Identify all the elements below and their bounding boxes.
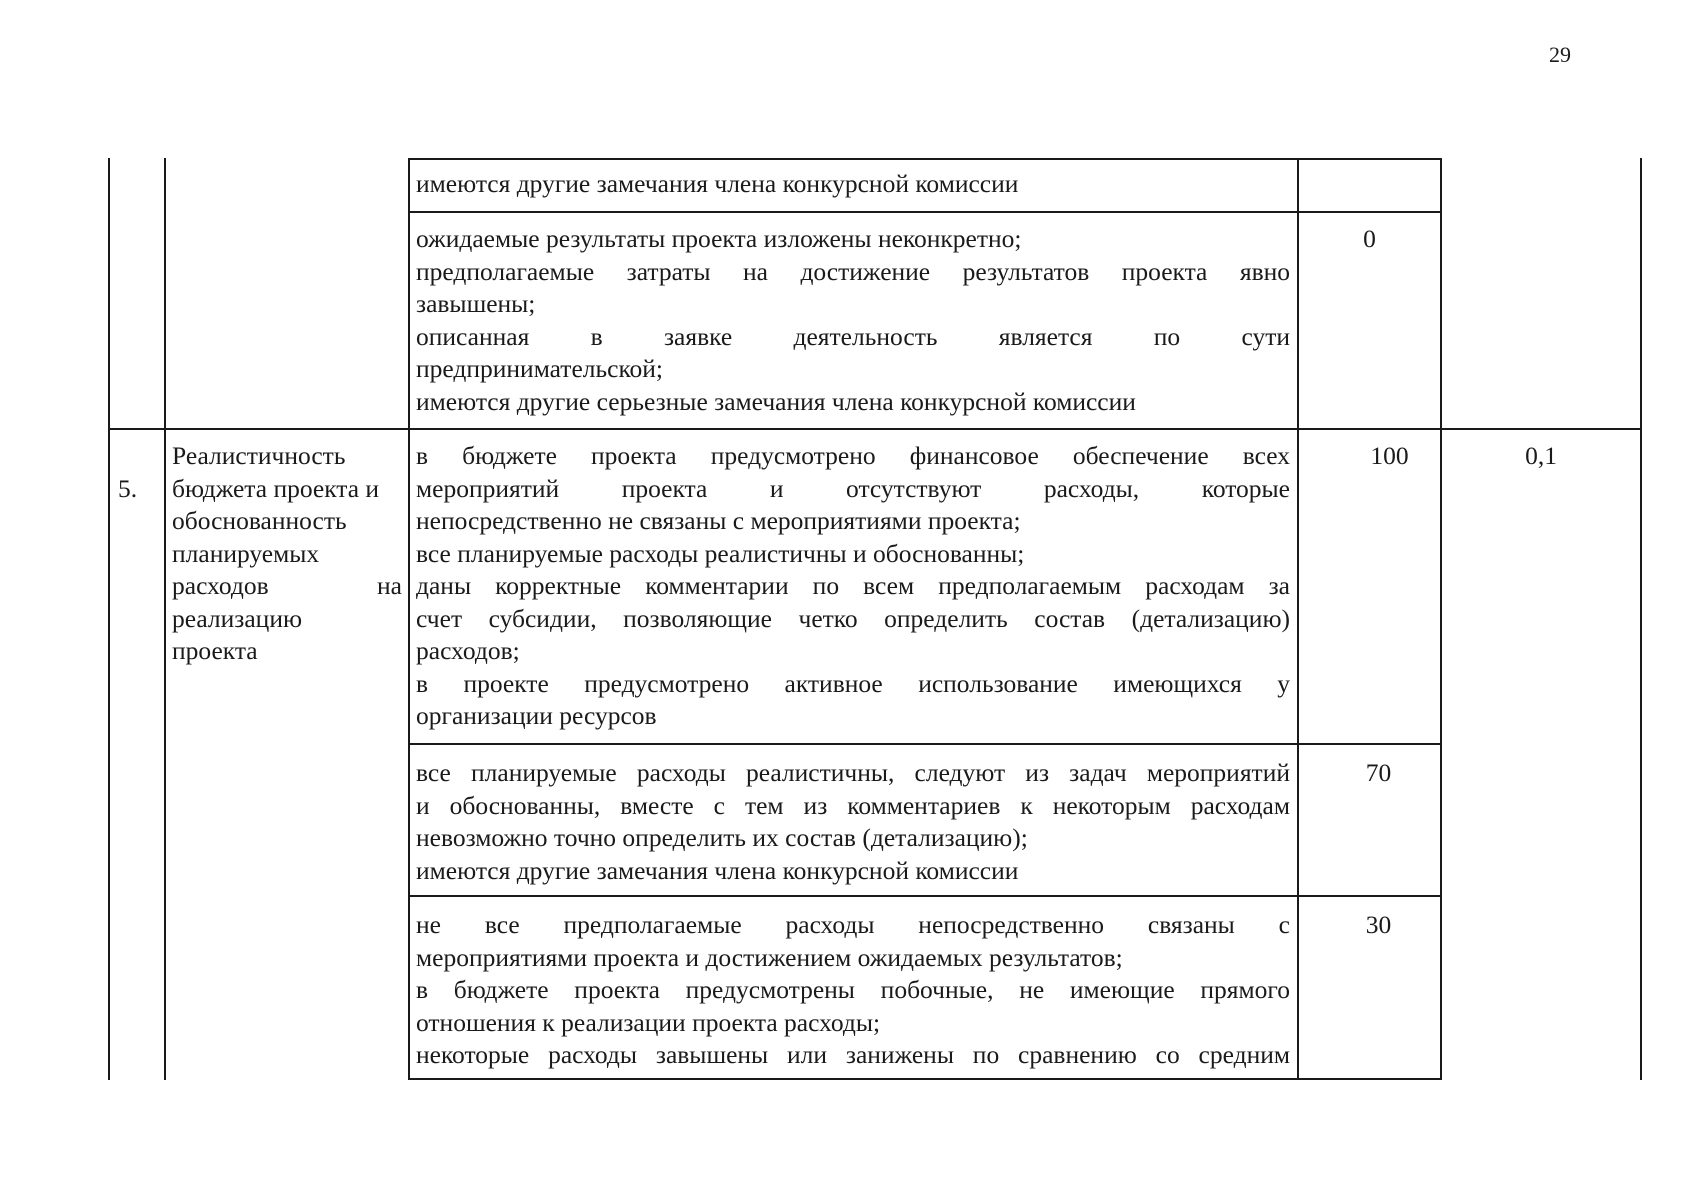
table-border-desc-col [1297, 158, 1299, 1080]
criterion-level-description [416, 909, 1290, 1072]
description-line: все планируемые расходы реалистичны, следуют из задач мероприятий [416, 758, 1290, 787]
description-line: имеются другие замечания члена конкурсной комиссии [416, 169, 1019, 198]
table-border-number-col [164, 158, 166, 1080]
description-line: расходов; [416, 636, 520, 665]
description-line: даны корректные комментарии по всем предполагаемым расходам за [416, 571, 1290, 600]
row-border [408, 1078, 1442, 1080]
criterion-level-description [416, 223, 1290, 418]
criterion-level-description [416, 757, 1290, 887]
criterion-name-line: проекта [172, 636, 258, 665]
criterion-name-line: бюджета проекта и [172, 473, 380, 503]
description-line: все планируемые расходы реалистичны и обоснованны; [416, 538, 1025, 568]
description-line: в бюджете проекта предусмотрено финансовое обеспечение всех [416, 441, 1290, 470]
description-line: отношения к реализации проекта расходы; [416, 1007, 881, 1037]
description-line: предполагаемые затраты на достижение результатов проекта явно [416, 256, 1290, 286]
criterion-name-line: планируемых [172, 538, 320, 568]
row-border [408, 895, 1442, 897]
description-line: описанная в заявке деятельность является по сути [416, 321, 1290, 351]
description-line: в проекте предусмотрено активное использование имеющихся у [416, 668, 1290, 698]
criterion-name [172, 440, 402, 668]
description-line: имеются другие замечания члена конкурсной комиссии [416, 855, 1019, 885]
description-line: мероприятиями проекта и достижением ожидаемых результатов; [416, 942, 1123, 972]
criterion-name-line: Реалистичность [172, 441, 346, 470]
description-line: некоторые расходы завышены или занижены по сравнению со средним [416, 1040, 1290, 1069]
table-border-left [108, 158, 110, 1080]
criterion-name-line: реализацию [172, 603, 303, 633]
criterion-level-score: 30 [1365, 910, 1392, 939]
table-border-score-col [1440, 158, 1442, 1080]
row-border [408, 158, 1442, 160]
description-line: счет субсидии, позволяющие четко определить состав (детализацию) [416, 603, 1290, 633]
description-line: не все предполагаемые расходы непосредственно связаны с [416, 910, 1290, 939]
criterion-level-description [416, 440, 1290, 733]
table-border-name-col [408, 158, 410, 1080]
criterion-level-score: 0 [1363, 224, 1376, 253]
description-line: мероприятий проекта и отсутствуют расходы, которые [416, 473, 1290, 503]
criterion-weight: 0,1 [1525, 441, 1557, 470]
description-line: в бюджете проекта предусмотрены побочные, не имеющие прямого [416, 975, 1290, 1004]
description-line: организации ресурсов [416, 701, 657, 730]
criterion-level-score: 100 [1370, 441, 1409, 470]
description-line: невозможно точно определить их состав (детализацию); [416, 823, 1028, 852]
description-line: и обоснованны, вместе с тем из комментариев к некоторым расходам [416, 790, 1290, 820]
row-border [408, 743, 1442, 745]
description-line: завышены; [416, 289, 536, 318]
page-number: 29 [1549, 42, 1571, 67]
criterion-level-description [416, 168, 1290, 201]
description-line: ожидаемые результаты проекта изложены неконкретно; [416, 224, 1022, 253]
description-line: имеются другие серьезные замечания члена конкурсной комиссии [416, 386, 1136, 416]
row-border [408, 211, 1442, 213]
criterion-level-score: 70 [1365, 758, 1392, 787]
description-line: предпринимательской; [416, 354, 664, 383]
criterion-name-line: расходов на [172, 571, 402, 600]
row-border [108, 428, 1642, 430]
criterion-number: 5. [118, 474, 138, 503]
table-border-right [1640, 158, 1642, 1080]
description-line: непосредственно не связаны с мероприятиями проекта; [416, 506, 1021, 535]
criterion-name-line: обоснованность [172, 506, 347, 535]
